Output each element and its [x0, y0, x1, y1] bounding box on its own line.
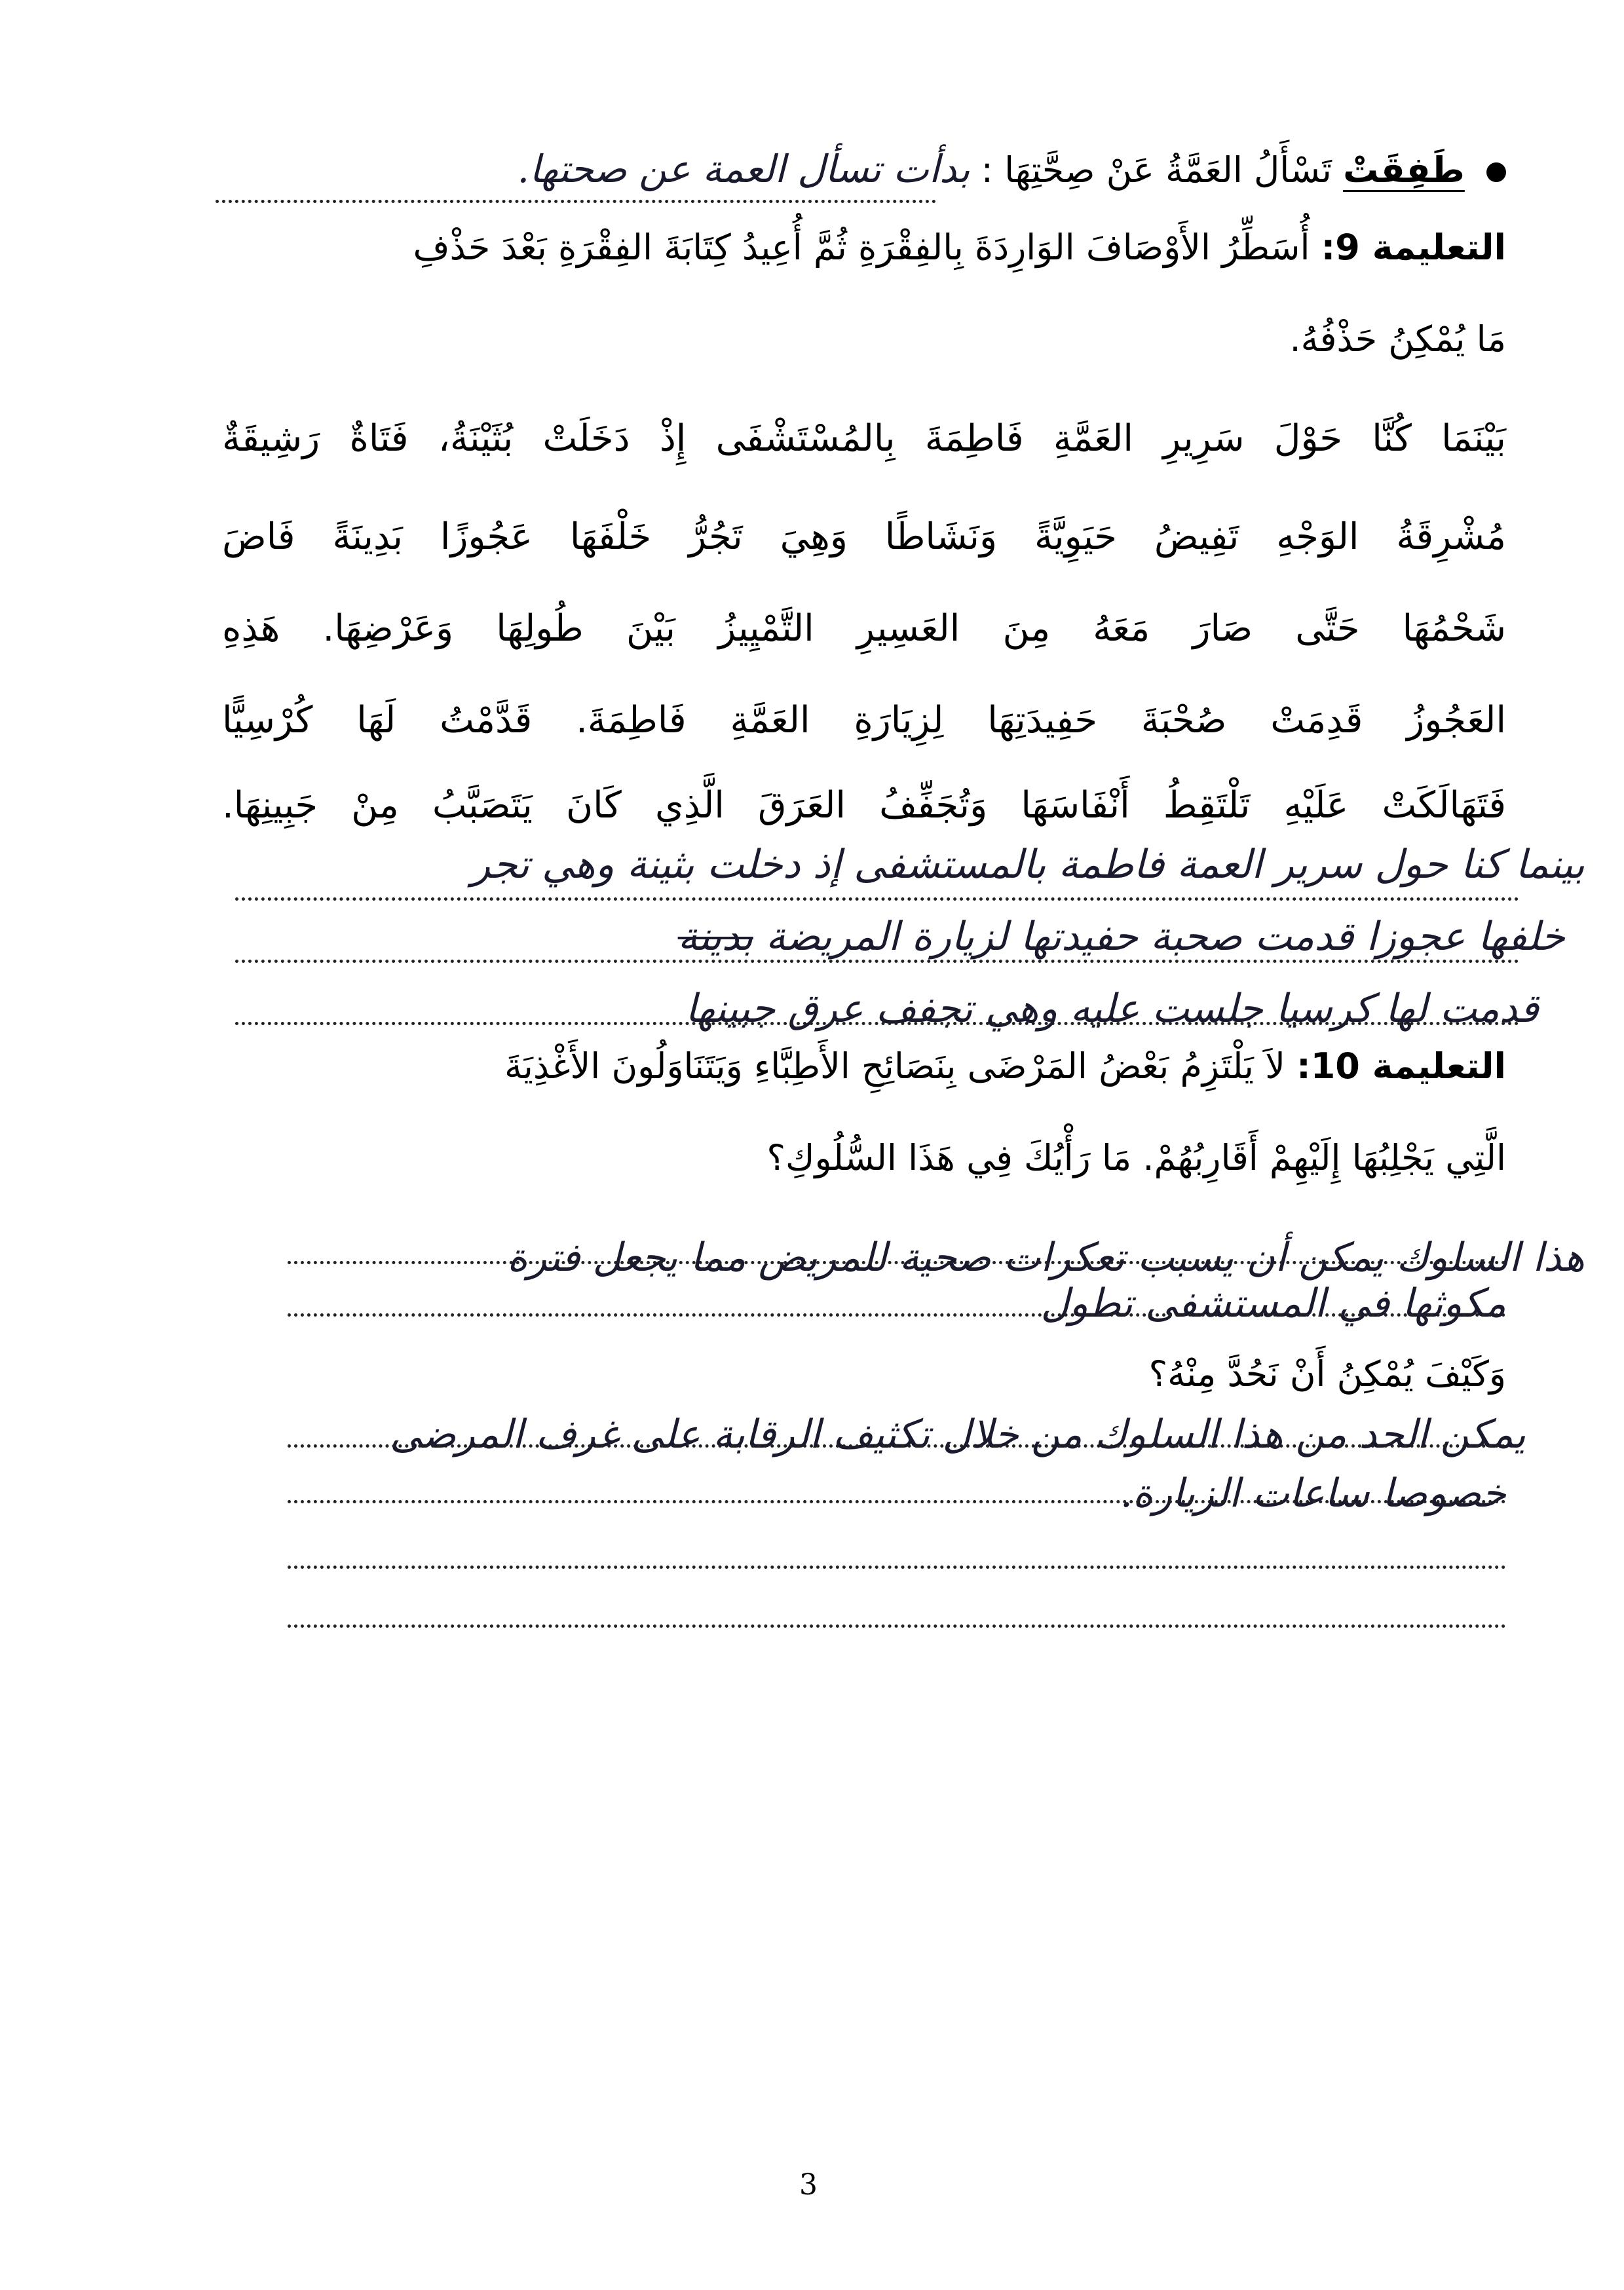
- paragraph-line-1: بَيْنَمَا كُنَّا حَوْلَ سَرِيرِ العَمَّةِ فَاطِمَةَ بِالمُسْتَشْفَى إِذْ دَخَلَتْ بُثَيْنَةُ، فَتَاةٌ رَشِيقَةٌ: [222, 417, 1506, 460]
- page-number: 3: [799, 2168, 818, 2202]
- rewrite-dotted-line-3: [235, 1022, 1519, 1025]
- paragraph-line-5: فَتَهَالَكَتْ عَلَيْهِ تَلْتَقِطُ أَنْفَاسَهَا وَتُجَفِّفُ العَرَقَ الَّذِي كَانَ يَتَصَبَّبُ مِنْ جَبِينِهَا.: [222, 784, 1506, 827]
- item1-line: [222, 138, 1506, 202]
- item1-prompt-word: طَفِقَتْ: [1343, 149, 1465, 191]
- bullet-icon: [1486, 162, 1506, 182]
- instruction10-text-line2: الَّتِي يَجْلِبُهَا إِلَيْهِمْ أَقَارِبُهُمْ. مَا رَأْيُكَ فِي هَذَا السُّلُوكِ؟: [766, 1137, 1506, 1178]
- question2-dotted-line-4: [288, 1624, 1506, 1628]
- question2-answer-line-2: خصوصا ساعات الزيارة.: [1120, 1471, 1506, 1516]
- rewrite-answer-line-3: قدمت لها كرسيا جلست عليه وهي تجفف عرق جبينها: [685, 986, 1539, 1032]
- instruction10-answer-line-2: مكوثها في المستشفى تطول: [1040, 1281, 1506, 1326]
- paragraph-line-2: مُشْرِقَةُ الوَجْهِ تَفِيضُ حَيَوِيَّةً وَنَشَاطًا وَهِيَ تَجُرُّ خَلْفَهَا عَجُوزًا بَدِينَةً فَاضَ: [222, 516, 1506, 558]
- paragraph-line-3: شَحْمُهَا حَتَّى صَارَ مَعَهُ مِنَ العَسِيرِ التَّمْيِيزُ بَيْنَ طُولِهَا وَعَرْضِهَا. هَذِهِ: [222, 607, 1506, 650]
- question2-dotted-line-1: [288, 1444, 1506, 1448]
- item1-prompt-rest: تَسْأَلُ العَمَّةُ عَنْ صِحَّتِهَا :: [981, 149, 1332, 191]
- struck-out-word: بدينة: [677, 914, 753, 960]
- rewrite-answer-line-1: بينما كنا حول سرير العمة فاطمة بالمستشفى إذ دخلت بثينة وهي تجر: [471, 842, 1585, 888]
- paragraph-line-4: العَجُوزُ قَدِمَتْ صُحْبَةَ حَفِيدَتِهَا لِزِيَارَةِ العَمَّةِ فَاطِمَةَ. قَدَّمْتُ لَهَا كُرْسِيًّا: [222, 699, 1506, 741]
- question2-answer-line-1: يمكن الحد من هذا السلوك من خلال تكثيف الرقابة على غرف المرضى: [390, 1412, 1526, 1457]
- instruction10-line1: [222, 1035, 1506, 1098]
- question2-dotted-line-3: [288, 1566, 1506, 1569]
- instruction10-text-line1: لاَ يَلْتَزِمُ بَعْضُ المَرْضَى بِنَصَائِحِ الأَطِبَّاءِ وَيَتَنَاوَلُونَ الأَغْذِيَةَ: [504, 1045, 1285, 1087]
- instruction10-line2: [222, 1127, 1506, 1190]
- item1-dotted-line: [216, 200, 936, 203]
- instruction10-label: التعليمة 10:: [1296, 1045, 1506, 1087]
- question2-text: وَكَيْفَ يُمْكِنُ أَنْ نَحُدَّ مِنْهُ؟: [1148, 1353, 1506, 1395]
- instruction10-answer-line-1: هذا السلوك يمكن أن يسبب تعكرات صحية للمريض مما يجعل فترة: [507, 1235, 1585, 1281]
- rewrite-dotted-line-1: [235, 897, 1519, 901]
- instruction9-line1: [222, 216, 1506, 279]
- rewrite-dotted-line-2: [235, 960, 1519, 963]
- instruction10-dotted-line-1: [288, 1261, 1506, 1264]
- instruction9-label: التعليمة 9:: [1321, 227, 1506, 268]
- instruction9-text-line1: أُسَطِّرُ الأَوْصَافَ الوَارِدَةَ بِالفِقْرَةِ ثُمَّ أُعِيدُ كِتَابَةَ الفِقْرَةِ بَعْدَ حَذْفِ: [413, 227, 1310, 268]
- instruction10-question2: [222, 1343, 1506, 1406]
- instruction10-dotted-line-2: [288, 1313, 1506, 1317]
- item1-handwritten-answer: بدأت تسأل العمة عن صحتها.: [517, 147, 970, 191]
- question2-dotted-line-2: [288, 1500, 1506, 1503]
- instruction9-text-line2: مَا يُمْكِنُ حَذْفُهُ.: [1289, 318, 1506, 360]
- instruction9-line2: [222, 308, 1506, 371]
- rewrite-answer-line-2: [58, 910, 1565, 963]
- rewrite-answer-line-2-text: خلفها عجوزا قدمت صحبة حفيدتها لزيارة المريضة: [765, 914, 1565, 960]
